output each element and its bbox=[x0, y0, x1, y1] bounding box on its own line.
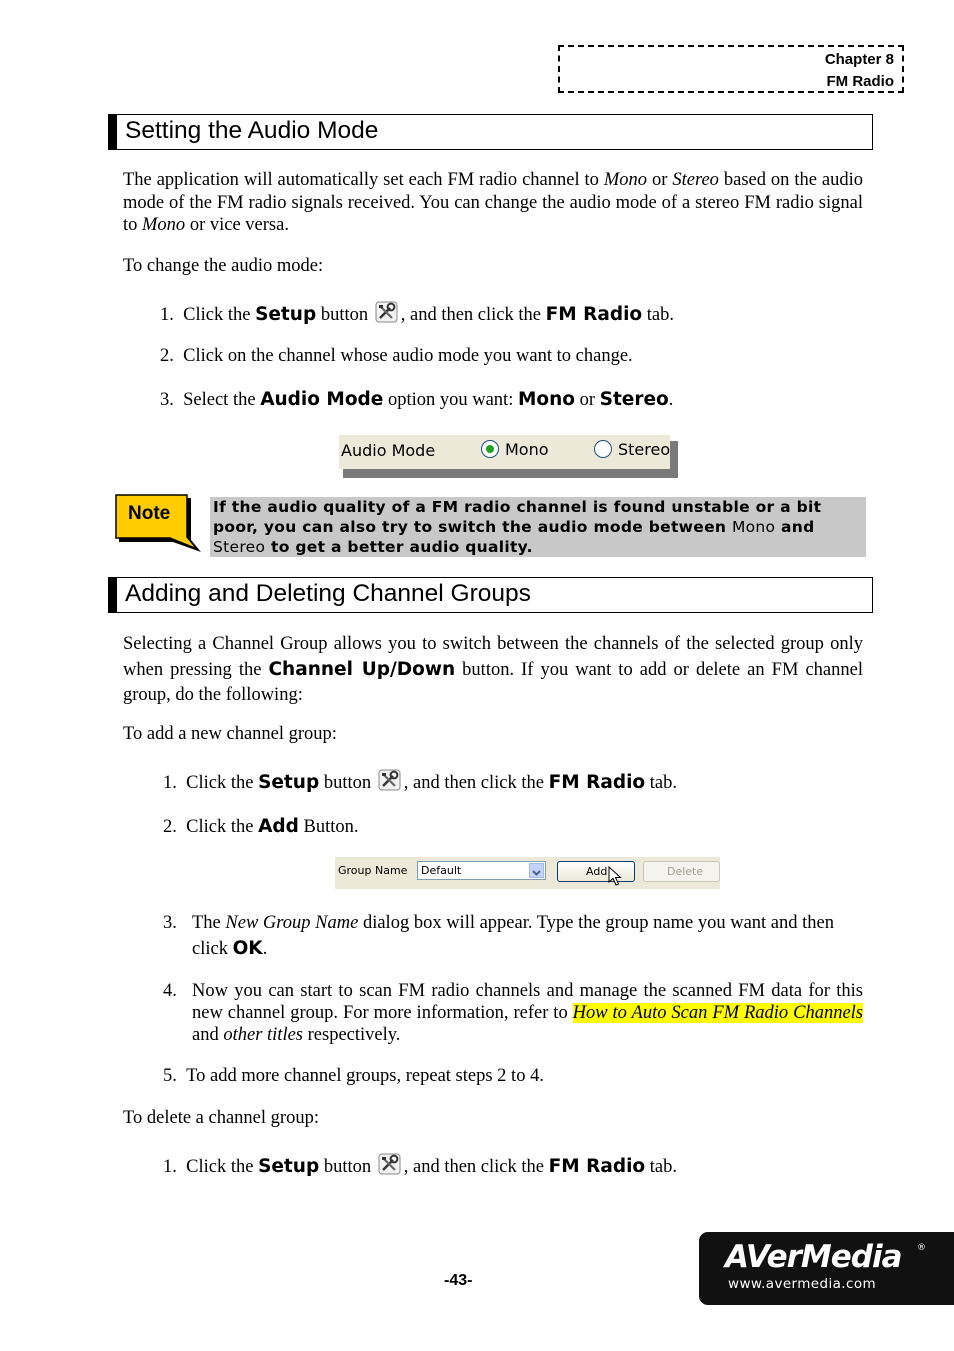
avermedia-logo bbox=[699, 1232, 954, 1305]
registered-mark: ® bbox=[917, 1243, 926, 1253]
audio-mode-label: Audio Mode bbox=[341, 441, 436, 460]
chapter-title: FM Radio bbox=[826, 73, 894, 90]
section-heading-channel-groups bbox=[108, 577, 873, 613]
delete-step-1: 1. Click the Setup button , and then click the FM Radio tab. bbox=[163, 1152, 863, 1179]
auto-scan-link[interactable]: How to Auto Scan FM Radio Channels bbox=[572, 1003, 863, 1023]
add-button[interactable]: Add bbox=[557, 861, 635, 882]
add-step-4: 4. Now you can start to scan FM radio channels and manage the scanned FM data for this new channel group. For more information, refer to How to Auto Scan FM Radio Channels and other titles respectively. bbox=[163, 981, 863, 1045]
add-step-2: 2. Click the Add Button. bbox=[163, 816, 359, 837]
audio-step-2: 2. Click on the channel whose audio mode you want to change. bbox=[160, 346, 633, 366]
section-title: Adding and Deleting Channel Groups bbox=[125, 580, 531, 607]
group-name-select[interactable]: Default bbox=[417, 861, 546, 880]
setup-tools-icon bbox=[377, 1152, 403, 1176]
stereo-radio-label: Stereo bbox=[618, 440, 671, 459]
mono-radio-label: Mono bbox=[505, 440, 549, 459]
audio-step-3: 3. Select the Audio Mode option you want: Mono or Stereo. bbox=[160, 389, 674, 410]
add-lead-text: To add a new channel group: bbox=[123, 724, 337, 744]
audio-intro-paragraph: The application will automatically set each FM radio channel to Mono or Stereo based on the audio mode of the FM radio signals received. You can change the audio mode of a stereo FM radio signal to Mono or vice versa. bbox=[123, 170, 863, 235]
section-heading-audio-mode bbox=[108, 114, 873, 150]
audio-mode-panel bbox=[339, 435, 678, 478]
audio-lead-text: To change the audio mode: bbox=[123, 256, 324, 276]
add-step-1: 1. Click the Setup button , and then click the FM Radio tab. bbox=[163, 768, 863, 795]
chevron-down-icon[interactable] bbox=[529, 863, 544, 878]
group-name-panel bbox=[335, 857, 720, 889]
audio-step-1: 1. Click the Setup button , and then click the FM Radio tab. bbox=[160, 300, 860, 327]
note-badge bbox=[115, 494, 203, 556]
mouse-pointer-icon bbox=[608, 866, 622, 888]
add-step-5: 5. To add more channel groups, repeat steps 2 to 4. bbox=[163, 1066, 544, 1086]
groups-intro-paragraph: Selecting a Channel Group allows you to switch between the channels of the selected group only when pressing the Channel Up/Down button. If you want to add or delete an FM channel group, do the following: bbox=[123, 634, 863, 705]
brand-name: AVerMedia bbox=[725, 1239, 902, 1275]
setup-tools-icon bbox=[377, 768, 403, 792]
chapter-number: Chapter 8 bbox=[824, 51, 894, 68]
stereo-radio[interactable] bbox=[594, 440, 612, 458]
note-body: If the audio quality of a FM radio channel is found unstable or a bit poor, you can also try to switch the audio mode between Mono and Stereo to get a better audio quality. bbox=[210, 497, 866, 557]
mono-radio[interactable] bbox=[481, 440, 499, 458]
delete-lead-text: To delete a channel group: bbox=[123, 1108, 319, 1128]
group-name-label: Group Name bbox=[338, 864, 408, 877]
setup-tools-icon bbox=[374, 300, 400, 324]
brand-url: www.avermedia.com bbox=[728, 1276, 877, 1292]
note-label: Note bbox=[128, 503, 171, 524]
delete-button[interactable]: Delete bbox=[643, 861, 720, 882]
add-step-3: 3. The New Group Name dialog box will appear. Type the group name you want and then click OK. bbox=[163, 913, 834, 959]
section-title: Setting the Audio Mode bbox=[125, 117, 379, 144]
chapter-header bbox=[558, 45, 904, 93]
page-number: -43- bbox=[444, 1272, 473, 1289]
